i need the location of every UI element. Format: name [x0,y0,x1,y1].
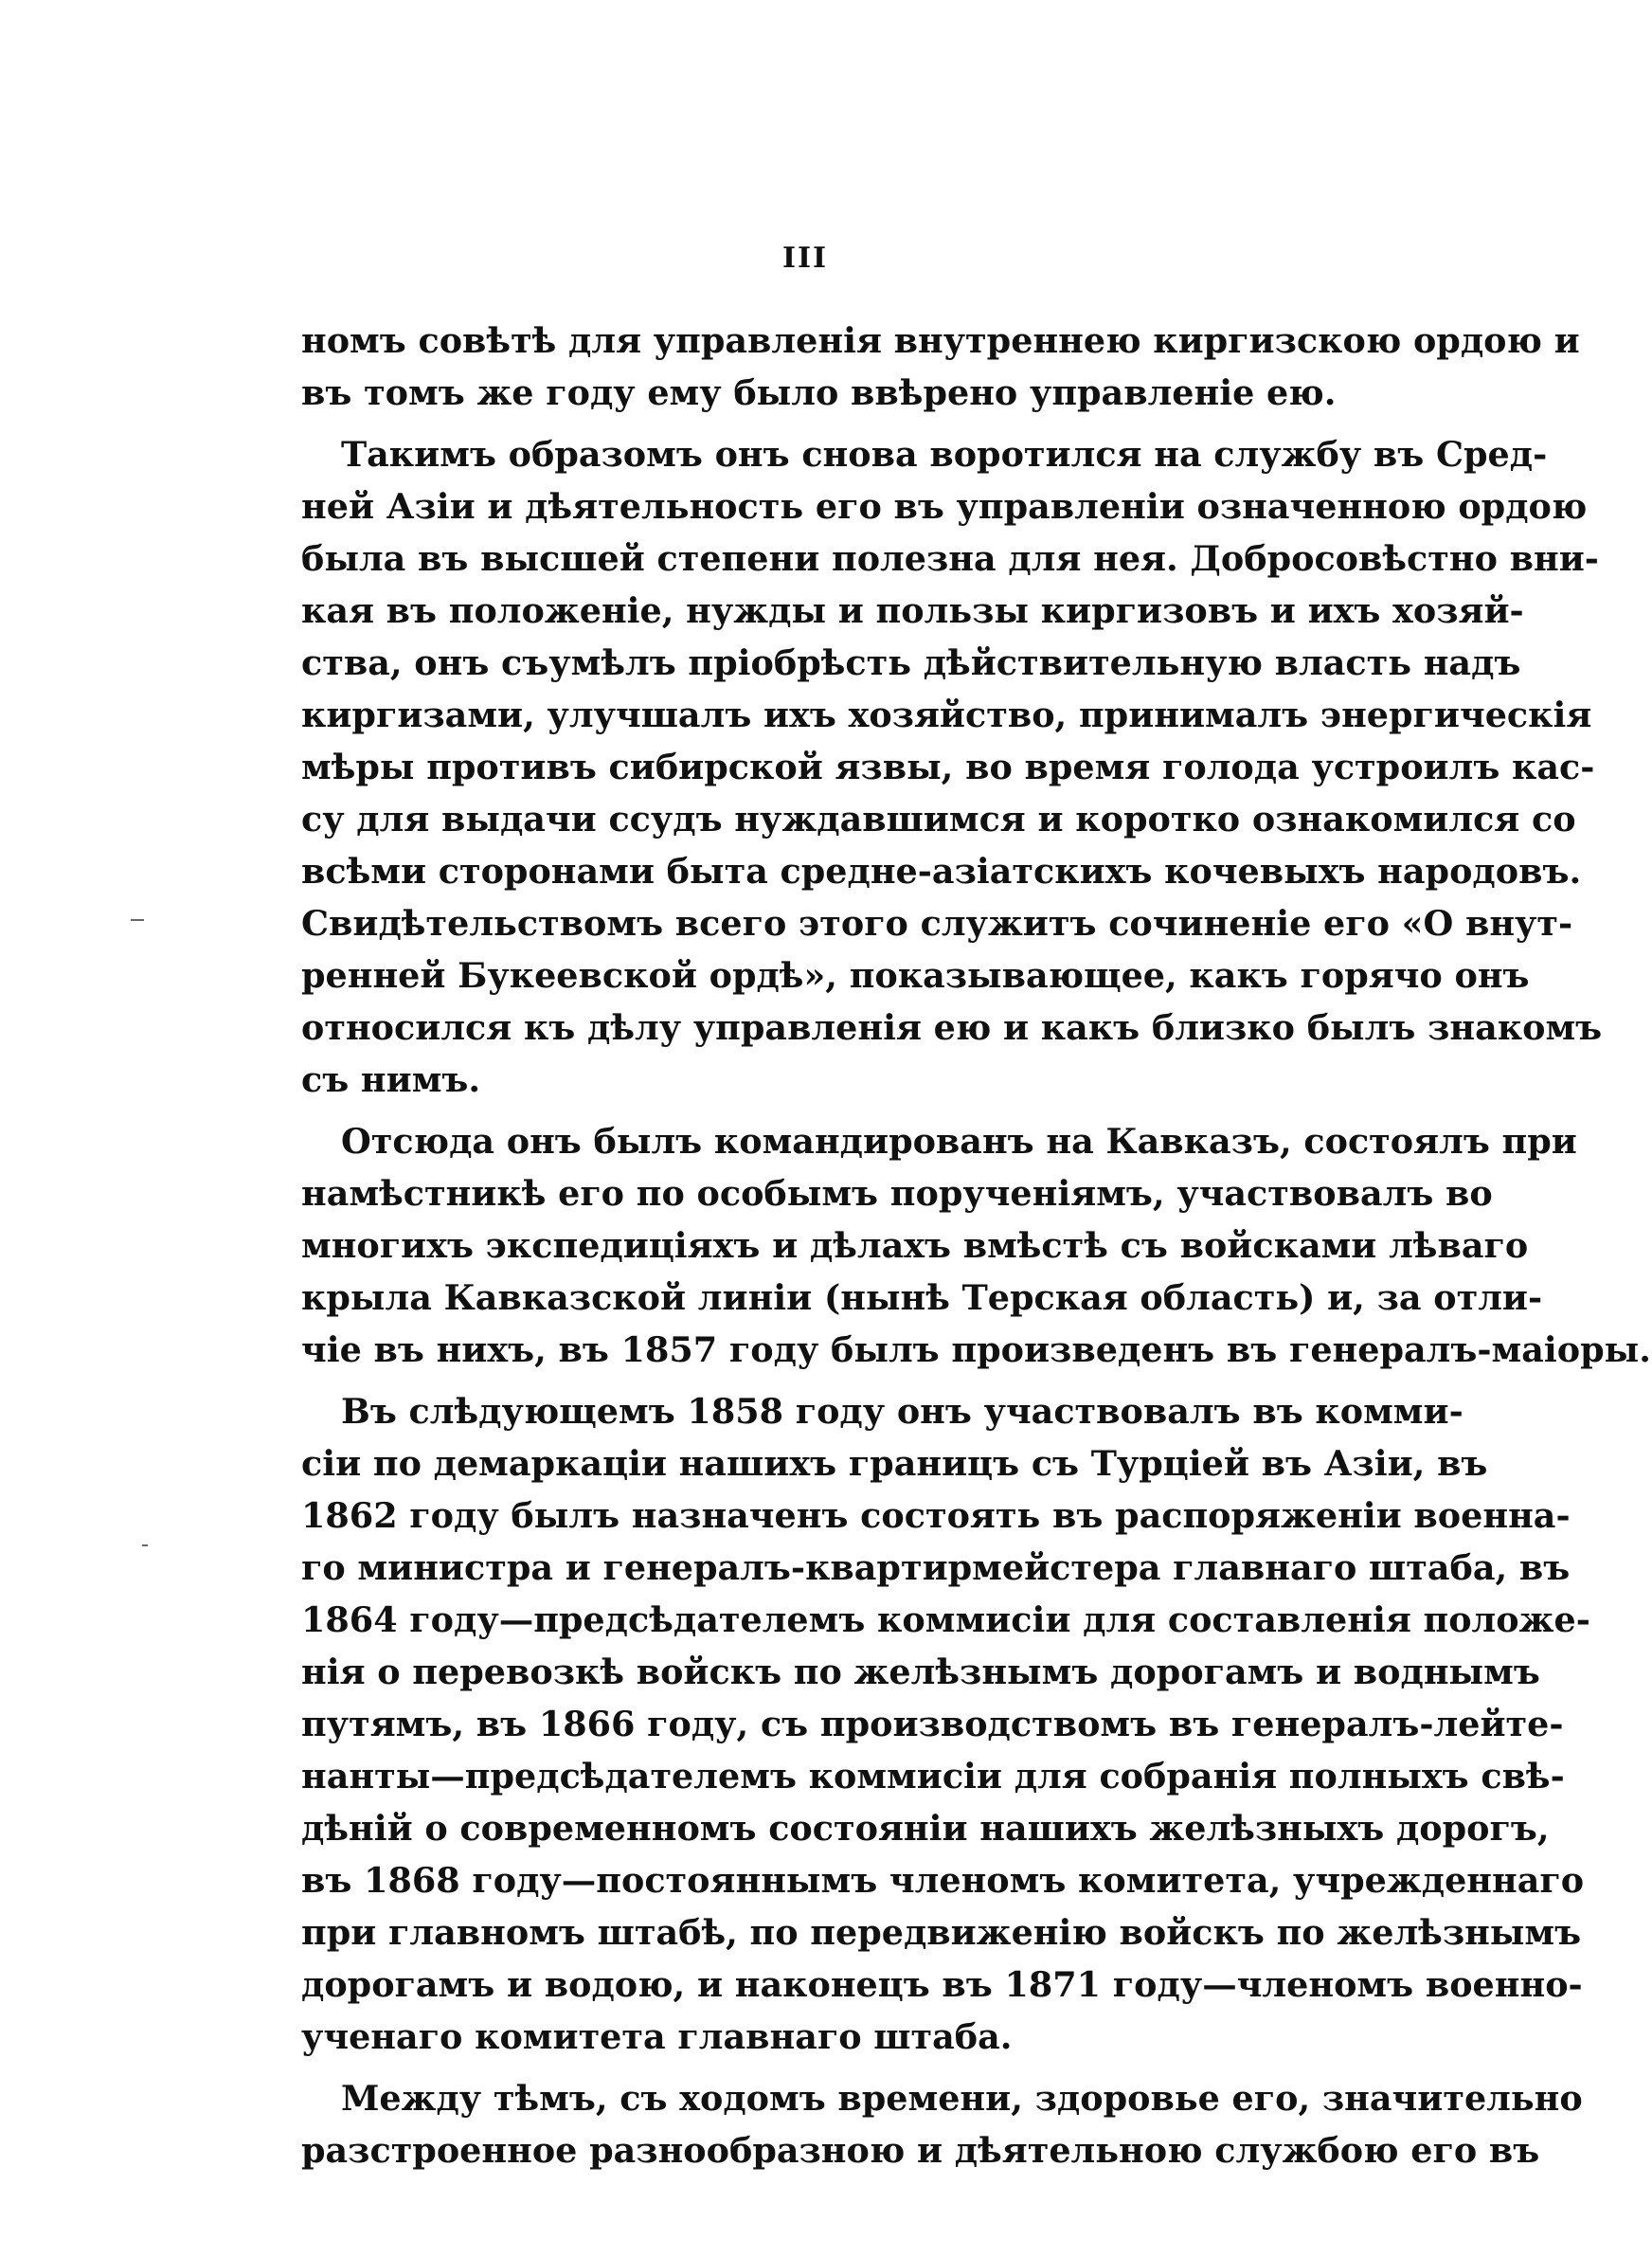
text-line: ства, онъ съумѣлъ пріобрѣсть дѣйствительную власть надъ [301,642,1521,683]
scan-mark [131,919,144,921]
body-text [301,315,1651,2186]
text-line: чіе въ нихъ, въ 1857 году былъ произведенъ въ генералъ-маіоры. [301,1329,1651,1370]
paragraph-5 [301,2072,1583,2176]
text-line: всѣми сторонами быта средне-азіатскихъ кочевыхъ народовъ. [301,851,1582,892]
text-line: го министра и генералъ-квартирмейстера главнаго штаба, въ [301,1547,1571,1588]
text-line: ней Азіи и дѣятельность его въ управленіи означенною ордою [301,486,1588,527]
text-line: киргизами, улучшалъ ихъ хозяйство, принималъ энергическія [301,695,1592,735]
text-line: 1862 году былъ назначенъ состоять въ распоряженіи военна- [301,1495,1571,1536]
text-line: была въ высшей степени полезна для нея. Добросовѣстно вни- [301,538,1599,579]
text-line: Свидѣтельствомъ всего этого служитъ сочиненіе его «О внут- [301,903,1573,944]
paragraph-2 [301,428,1603,1106]
text-line: относился къ дѣлу управленія ею и какъ близко былъ знакомъ [301,1007,1603,1048]
scan-mark [142,1544,148,1546]
text-line: су для выдачи ссудъ нуждавшимся и коротко ознакомился со [301,799,1576,840]
text-line: дорогамъ и водою, и наконецъ въ 1871 году—членомъ военно- [301,1964,1583,2005]
text-line: нія о перевозкѣ войскъ по желѣзнымъ дорогамъ и воднымъ [301,1652,1540,1692]
text-line: мѣры противъ сибирской язвы, во время голода устроилъ кас- [301,747,1595,787]
text-line: намѣстникѣ его по особымъ порученіямъ, участвовалъ во [301,1173,1493,1214]
text-line: Такимъ образомъ онъ снова воротился на службу въ Сред- [341,434,1548,475]
text-line: въ 1868 году—постояннымъ членомъ комитета, учрежденнаго [301,1860,1585,1901]
text-line: въ томъ же году ему было ввѣрено управленіе ею. [301,372,1337,413]
text-line: кая въ положеніе, нужды и пользы киргизовъ и ихъ хозяй- [301,590,1524,631]
text-line: ренней Букеевской ордѣ», показывающее, какъ горячо онъ [301,955,1530,996]
paragraph-4 [301,1385,1590,2063]
text-line: съ нимъ. [301,1059,481,1100]
paragraph-3 [301,1115,1651,1376]
text-line: Между тѣмъ, съ ходомъ времени, здоровье его, значительно [341,2078,1583,2119]
text-line: номъ совѣтѣ для управленія внутреннею киргизскою ордою и [301,320,1580,361]
text-line: при главномъ штабѣ, по передвиженію войскъ по желѣзнымъ [301,1912,1582,1953]
paragraph-1 [301,315,1580,419]
page-number: III [781,242,829,275]
text-line: путямъ, въ 1866 году, съ производствомъ въ генералъ-лейте- [301,1704,1564,1744]
text-line: крыла Кавказской линіи (нынѣ Терская область) и, за отли- [301,1277,1543,1318]
text-line: нанты—предсѣдателемъ коммисіи для собранія полныхъ свѣ- [301,1756,1565,1797]
text-line: Въ слѣдующемъ 1858 году онъ участвовалъ въ комми- [341,1391,1463,1432]
text-line: 1864 году—предсѣдателемъ коммисіи для составленія положе- [301,1599,1590,1640]
text-line: многихъ экспедиціяхъ и дѣлахъ вмѣстѣ съ войсками лѣваго [301,1225,1529,1266]
text-line: дѣній о современномъ состояніи нашихъ желѣзныхъ дорогъ, [301,1808,1550,1849]
text-line: Отсюда онъ былъ командированъ на Кавказъ, состоялъ при [341,1121,1577,1162]
text-line: ученаго комитета главнаго штаба. [301,2016,1013,2057]
text-line: сіи по демаркаціи нашихъ границъ съ Турціей въ Азіи, въ [301,1443,1488,1484]
text-line: разстроенное разнообразною и дѣятельною службою его въ [301,2130,1540,2171]
